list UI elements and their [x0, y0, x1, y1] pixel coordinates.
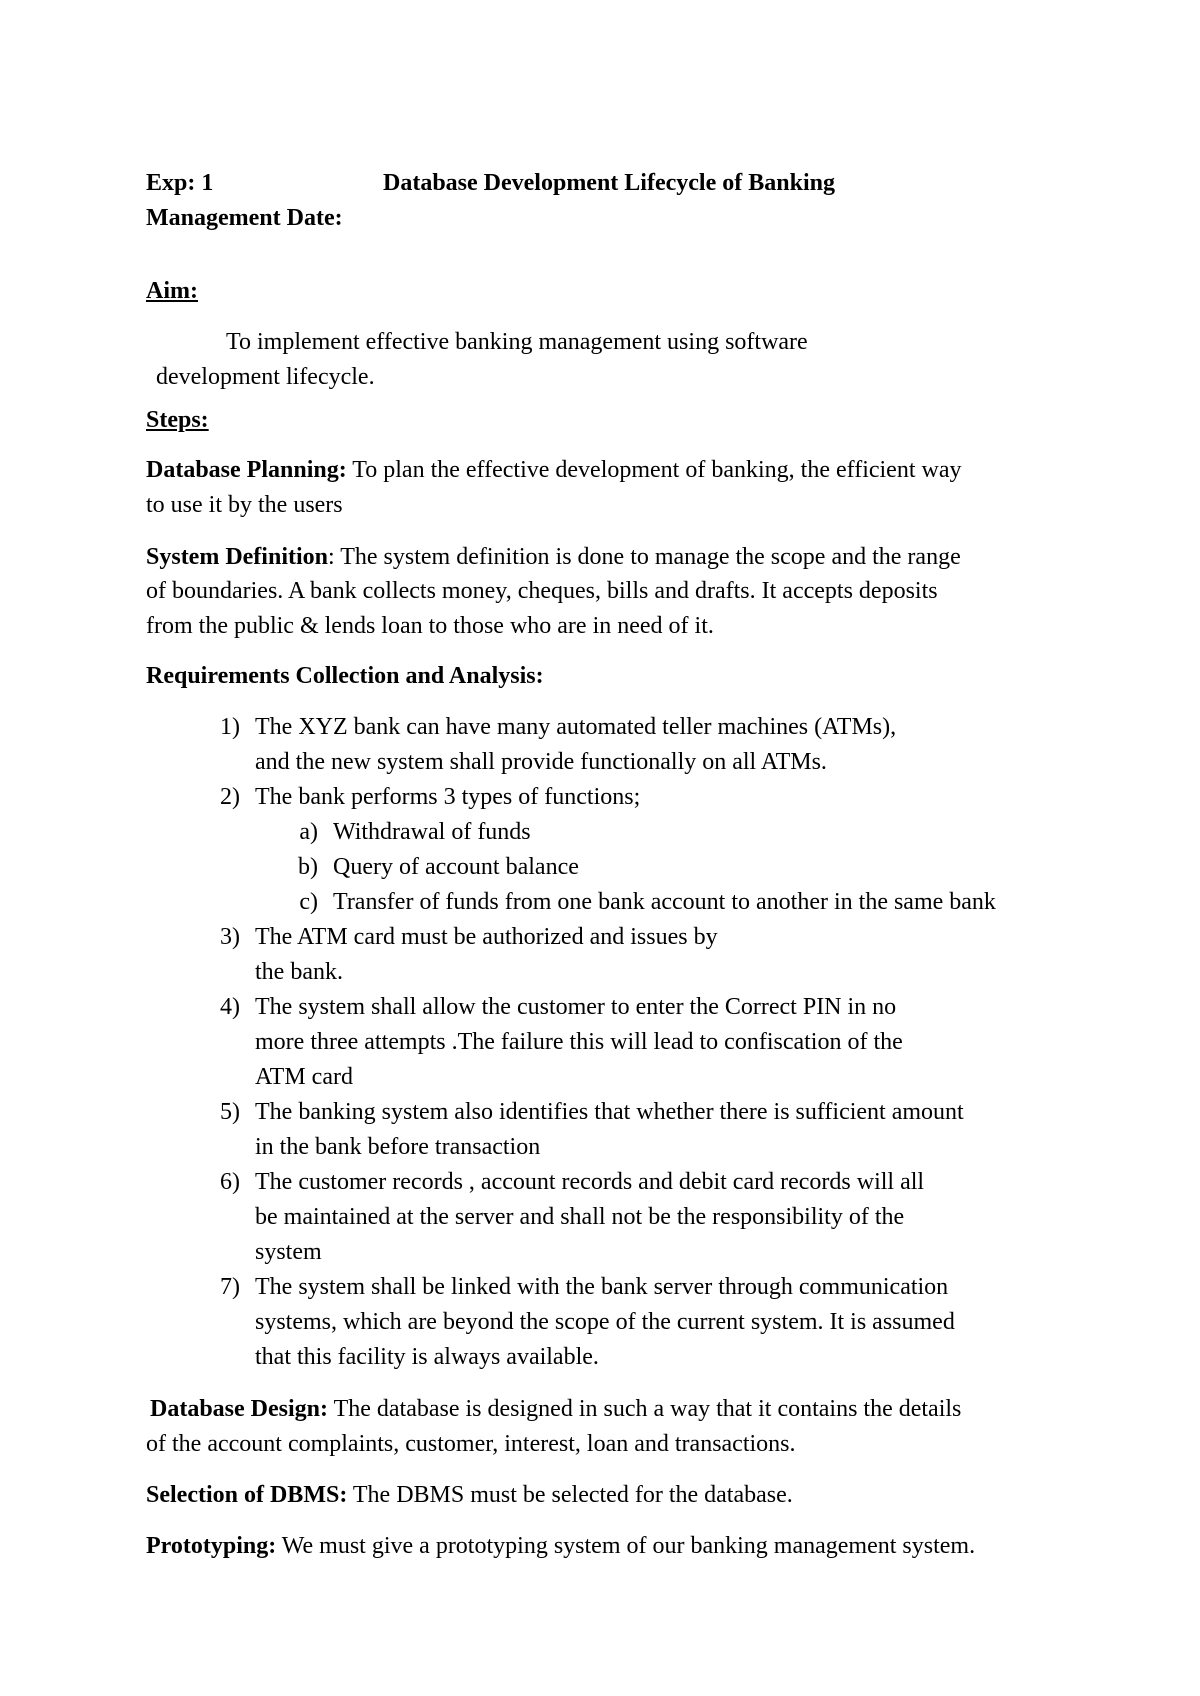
design-label: Database Design:: [150, 1396, 328, 1422]
list-item-text: be maintained at the server and shall not be the responsibility of the: [255, 1204, 905, 1230]
list-item-text: The customer records , account records and debit card records will all: [255, 1169, 925, 1195]
sub-item-text: Transfer of funds from one bank account to another in the same bank: [333, 889, 996, 915]
design-paragraph-line2: of the account complaints, customer, interest, loan and transactions.: [146, 1431, 796, 1457]
list-item-text: system: [255, 1239, 322, 1265]
dbms-paragraph: [146, 1478, 793, 1512]
prototyping-label: Prototyping:: [146, 1533, 277, 1559]
list-item-text: systems, which are beyond the scope of the current system. It is assumed: [255, 1309, 955, 1335]
exp-number: Exp: 1: [146, 170, 214, 196]
system-definition-text: : The system definition is done to manage the scope and the range: [328, 544, 961, 570]
list-item-number: 6): [220, 1169, 240, 1195]
steps-heading: Steps:: [146, 407, 209, 433]
list-item-text: The system shall allow the customer to enter the Correct PIN in no: [255, 994, 897, 1020]
sub-item-letter: a): [299, 819, 318, 845]
system-definition-label: System Definition: [146, 544, 328, 570]
requirements-heading: Requirements Collection and Analysis:: [146, 663, 544, 689]
aim-heading: Aim:: [146, 278, 198, 304]
system-definition-line1: [146, 540, 961, 574]
aim-text-line2: development lifecycle.: [156, 364, 375, 390]
list-item-text: that this facility is always available.: [255, 1344, 599, 1370]
list-item-text: and the new system shall provide functionally on all ATMs.: [255, 749, 827, 775]
system-definition-line2: of boundaries. A bank collects money, cheques, bills and drafts. It accepts deposits: [146, 578, 938, 604]
planning-paragraph-line1: [146, 453, 961, 487]
sub-item-letter: b): [298, 854, 318, 880]
prototyping-text: We must give a prototyping system of our banking management system.: [276, 1533, 976, 1559]
list-item-number: 7): [220, 1274, 240, 1300]
design-text: The database is designed in such a way that it contains the details: [328, 1396, 962, 1422]
list-item-text: The banking system also identifies that whether there is sufficient amount: [255, 1099, 964, 1125]
prototyping-paragraph: [146, 1529, 975, 1563]
list-item-text: the bank.: [255, 959, 343, 985]
sub-item-letter: c): [299, 889, 318, 915]
aim-text-line1: To implement effective banking management using software: [226, 329, 808, 355]
list-item-number: 4): [220, 994, 240, 1020]
list-item-text: The XYZ bank can have many automated teller machines (ATMs),: [255, 714, 897, 740]
dbms-label: Selection of DBMS:: [146, 1482, 348, 1508]
doc-title-line2: Management Date:: [146, 205, 343, 231]
sub-item-text: Query of account balance: [333, 854, 579, 880]
list-item-number: 1): [220, 714, 240, 740]
list-item-text: The ATM card must be authorized and issues by: [255, 924, 718, 950]
dbms-text: The DBMS must be selected for the database.: [347, 1482, 793, 1508]
design-paragraph-line1: [150, 1392, 961, 1426]
list-item-number: 5): [220, 1099, 240, 1125]
list-item-text: ATM card: [255, 1064, 353, 1090]
list-item-text: in the bank before transaction: [255, 1134, 541, 1160]
list-item-text: The bank performs 3 types of functions;: [255, 784, 641, 810]
system-definition-line3: from the public & lends loan to those who are in need of it.: [146, 613, 714, 639]
list-item-number: 3): [220, 924, 240, 950]
planning-label: Database Planning:: [146, 457, 347, 483]
planning-paragraph-line2: to use it by the users: [146, 492, 343, 518]
doc-title-line1: Database Development Lifecycle of Banking: [383, 170, 835, 196]
list-item-number: 2): [220, 784, 240, 810]
list-item-text: more three attempts .The failure this will lead to confiscation of the: [255, 1029, 903, 1055]
planning-text: To plan the effective development of banking, the efficient way: [346, 457, 962, 483]
sub-item-text: Withdrawal of funds: [333, 819, 531, 845]
list-item-text: The system shall be linked with the bank server through communication: [255, 1274, 949, 1300]
